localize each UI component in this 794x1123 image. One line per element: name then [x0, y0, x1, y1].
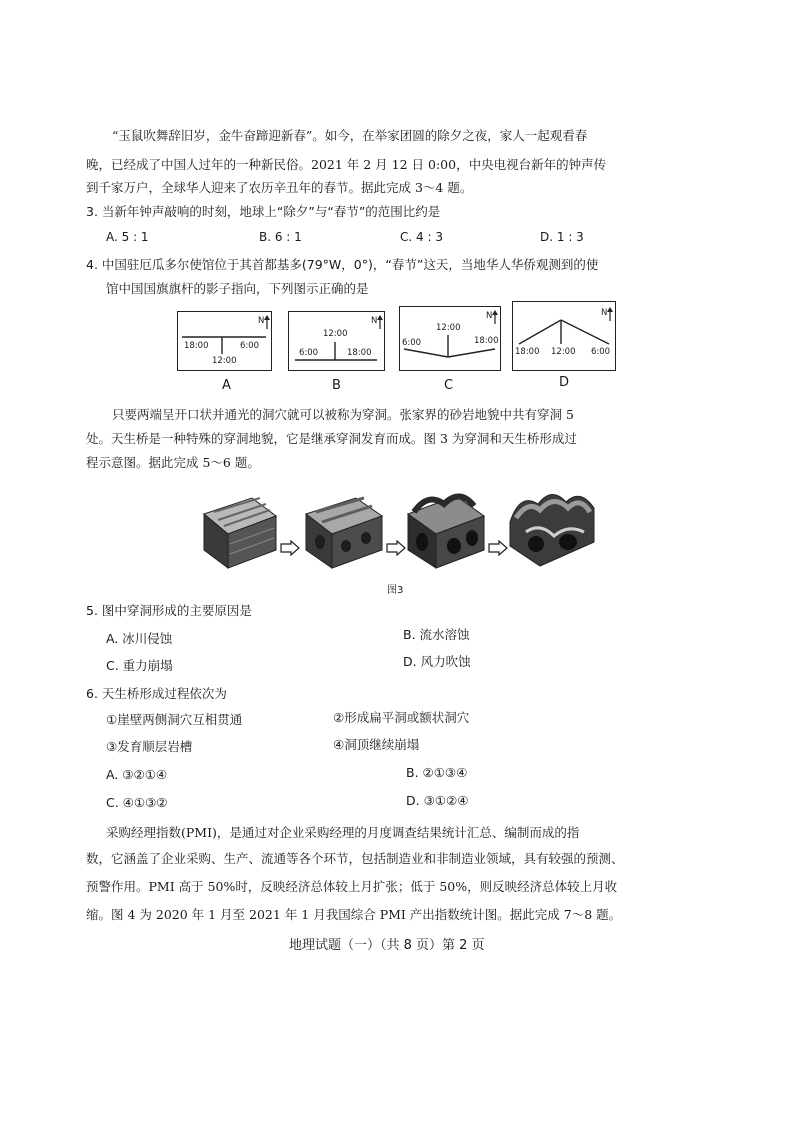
- q5-stem: 5. 图中穿洞形成的主要原因是: [86, 603, 252, 618]
- figure-b-box: [288, 311, 385, 371]
- rock-block-stage-2: [302, 494, 386, 570]
- figure-a-t2: 6:00: [240, 341, 260, 351]
- figure-3-caption: 图3: [387, 585, 404, 596]
- q4-stem-1: 4. 中国驻厄瓜多尔使馆位于其首都基多(79°W，0°)，“春节”这天，当地华人华侨观测到的使: [86, 257, 599, 272]
- q3-option-a: A. 5 : 1: [106, 230, 149, 244]
- q6-option-b: B. ②①③④: [406, 765, 468, 780]
- q6-option-c: C. ④①③②: [106, 795, 168, 810]
- figure-a-t3: 12:00: [212, 356, 237, 366]
- figure-a-label: A: [222, 378, 231, 393]
- q6-item-2: ②形成扁平洞或额状洞穴: [333, 710, 470, 725]
- q6-item-3: ③发育顺层岩槽: [106, 739, 193, 754]
- figure-c-north: N: [486, 311, 493, 321]
- q3-option-c: C. 4 : 3: [400, 230, 443, 244]
- figure-b-t3: 18:00: [347, 348, 372, 358]
- figure-c-t1: 12:00: [436, 323, 461, 333]
- figure-d-north: N: [601, 308, 608, 318]
- process-arrow-icon: [280, 540, 300, 556]
- q3-option-b: B. 6 : 1: [259, 230, 302, 244]
- figure-b-shadow-lines: [289, 312, 384, 370]
- figure-d-t2: 12:00: [551, 347, 576, 357]
- q6-option-a: A. ③②①④: [106, 767, 168, 782]
- q4-stem-2: 馆中国国旗旗杆的影子指向，下列图示正确的是: [106, 281, 369, 296]
- intro1-line-3: 到千家万户，全球华人迎来了农历辛丑年的春节。据此完成 3～4 题。: [86, 180, 473, 195]
- rock-block-stage-1: [200, 494, 280, 570]
- intro3-line-3: 预警作用。PMI 高于 50%时，反映经济总体较上月扩张；低于 50%，则反映经济总体较上月收: [86, 879, 618, 894]
- figure-b-t1: 12:00: [323, 329, 348, 339]
- figure-c-label: C: [444, 378, 454, 393]
- q3-option-d: D. 1 : 3: [540, 230, 584, 244]
- intro1-line-2: 晚，已经成了中国人过年的一种新民俗。2021 年 2 月 12 日 0:00，中央电视台新年的钟声传: [86, 157, 607, 172]
- q6-item-1: ①崖壁两侧洞穴互相贯通: [106, 712, 243, 727]
- north-arrow-icon: [377, 315, 383, 329]
- page-footer: 地理试题（一）（共 8 页）第 2 页: [289, 938, 485, 953]
- intro3-line-1: 采购经理指数(PMI)，是通过对企业采购经理的月度调查结果统计汇总、编制而成的指: [106, 825, 580, 840]
- figure-d-shadow-lines: [513, 302, 615, 370]
- figure-c-box: [399, 306, 501, 371]
- intro2-line-3: 程示意图。据此完成 5～6 题。: [86, 455, 260, 470]
- q3-stem: 3. 当新年钟声敲响的时刻，地球上“除夕”与“春节”的范围比约是: [86, 204, 441, 219]
- process-arrow-icon: [386, 540, 406, 556]
- figure-a-t1: 18:00: [184, 341, 209, 351]
- figure-b-t2: 6:00: [299, 348, 319, 358]
- north-arrow-icon: [264, 315, 270, 329]
- figure-d-box: [512, 301, 616, 371]
- figure-d-t1: 18:00: [515, 347, 540, 357]
- q5-option-b: B. 流水溶蚀: [403, 627, 470, 642]
- figure-a-box: [177, 311, 272, 371]
- figure-c-t3: 18:00: [474, 336, 499, 346]
- q6-option-d: D. ③①②④: [406, 793, 469, 808]
- intro2-line-2: 处。天生桥是一种特殊的穿洞地貌，它是继承穿洞发育而成。图 3 为穿洞和天生桥形成过: [86, 431, 577, 446]
- rock-block-stage-3: [404, 486, 488, 570]
- intro1-line-1: “玉鼠吹舞辞旧岁，金牛奋蹄迎新春”。如今，在举家团圆的除夕之夜，家人一起观看春: [112, 128, 588, 143]
- north-arrow-icon: [607, 307, 613, 321]
- north-arrow-icon: [492, 310, 498, 324]
- q5-option-c: C. 重力崩塌: [106, 658, 173, 673]
- figure-b-label: B: [332, 378, 341, 393]
- intro3-line-2: 数，它涵盖了企业采购、生产、流通等各个环节，包括制造业和非制造业领域，具有较强的预测、: [86, 851, 624, 866]
- q6-stem: 6. 天生桥形成过程依次为: [86, 686, 227, 701]
- intro2-line-1: 只要两端呈开口状并通光的洞穴就可以被称为穿洞。张家界的砂岩地貌中共有穿洞 5: [112, 407, 574, 422]
- figure-c-t2: 6:00: [402, 338, 422, 348]
- figure-a-north: N: [258, 316, 265, 326]
- figure-b-north: N: [371, 316, 378, 326]
- figure-d-label: D: [559, 375, 570, 390]
- rock-block-stage-4: [506, 482, 598, 570]
- q5-option-d: D. 风力吹蚀: [403, 654, 471, 669]
- q6-item-4: ④洞顶继续崩塌: [333, 737, 420, 752]
- figure-d-t3: 6:00: [591, 347, 611, 357]
- intro3-line-4: 缩。图 4 为 2020 年 1 月至 2021 年 1 月我国综合 PMI 产出指数统计图。据此完成 7～8 题。: [86, 907, 622, 922]
- q5-option-a: A. 冰川侵蚀: [106, 631, 173, 646]
- process-arrow-icon: [488, 540, 508, 556]
